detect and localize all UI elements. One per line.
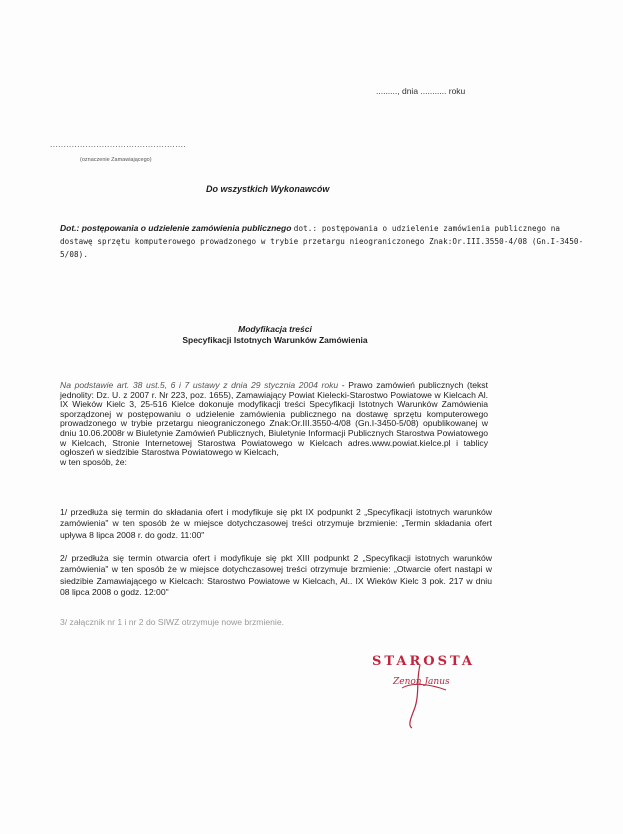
modification-item-1: 1/ przedłuża się termin do składania ofert i modyfikuje się pkt IX podpunkt 2 „Specyfikacji istotnych warunków zamówienia" w ten sposób że w miejsce dotychczasowej treści otrzymuje brzmienie: „Termin składania ofert upływa 8 lipca 2008 r. do godz. 11:00"	[60, 507, 492, 540]
body-paragraph	[60, 381, 488, 467]
issuer-caption: (oznaczenie Zamawiającego)	[80, 157, 152, 163]
stamp-title: STAROSTA	[372, 654, 476, 669]
body-closing: w ten sposób, że:	[60, 456, 127, 467]
legal-basis: Na podstawie art. 38 ust.5, 6 i 7 ustawy z dnia 29 stycznia 2004 roku	[60, 380, 339, 390]
stamp-name: Zenon Janus	[393, 677, 450, 687]
body-text: - Prawo zamówień publicznych (tekst jednolity: Dz. U. z 2007 r. Nr 223, poz. 1655), Zamawiający Powiat Kielecki-Starostwo Powiatowe w Kielcach Al. IX Wieków Kielc 3, 25-516 Kielce dokonuje modyfikacji treści Specyfikacji Istotnych Warunków Zamówienia sporządzonej w postępowaniu o udzielenie zamówienia publicznego na dostawę sprzętu komputerowego prowadzonego w trybie przetargu nieograniczonego Znak:Or.III.3550-4/08 (Gn.I-3450-5/08) opublikowanej w dniu 10.06.2008r w Biuletynie Zamówień Publicznych, Biuletynie Informacji Publicznych Starostwa Powiatowego w Kielcach, Stronie Internetowej Starostwa Powiatowego w Kielcach adres.www.powiat.kielce.pl i tablicy ogłoszeń w siedzibie Starostwa Powiatowego w Kielcach,	[60, 380, 488, 458]
addressee: Do wszystkich Wykonawców	[206, 184, 330, 194]
subject-block	[60, 222, 585, 261]
issuer-placeholder-line: ..................................................	[50, 140, 187, 149]
modification-item-3: 3/ załącznik nr 1 i nr 2 do SIWZ otrzymuje nowe brzmienie.	[60, 617, 284, 627]
modification-item-2: 2/ przedłuża się termin otwarcia ofert i modyfikuje się pkt XIII podpunkt 2 „Specyfikacji istotnych warunków zamówienia" w ten sposób że w miejsce dotychczasowej treści otrzymuje brzmienie: „Otwarcie ofert nastąpi w siedzibie Zamawiającego w Kielcach: Starostwo Powiatowe w Kielcach, Al.. IX Wieków Kielc 3 pok. 217 w dniu 08 lipca 2008 o godz. 12:00"	[60, 553, 492, 598]
subject-lead: Dot.: postępowania o udzielenie zamówienia publicznego	[60, 223, 292, 233]
title-line-1: Modyfikacja treści	[238, 324, 312, 334]
document-title	[150, 324, 400, 346]
title-line-2: Specyfikacji Istotnych Warunków Zamówienia	[182, 335, 368, 345]
date-line: ........., dnia ........... roku	[376, 86, 466, 96]
subject-typed: dot.: postępowania o udzielenie zamówienia publicznego na dostawę sprzętu komputerowego prowadzonego w trybie przetargu nieograniczonego Znak:Or.III.3550-4/08 (Gn.I-3450-5/08).	[60, 224, 584, 259]
